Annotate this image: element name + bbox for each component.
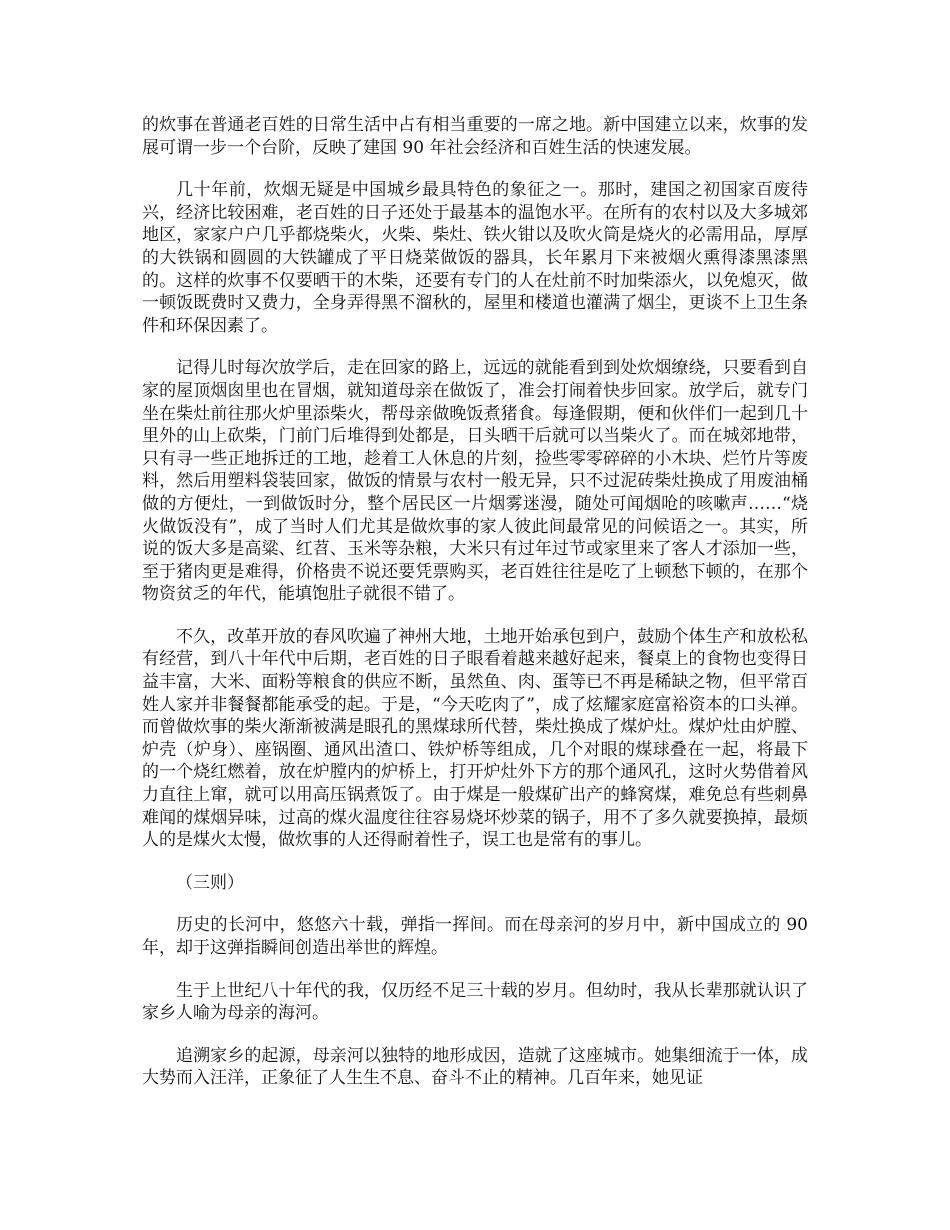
section-heading: （三则） bbox=[176, 872, 244, 893]
paragraph-childhood-memory: 记得儿时每次放学后，走在回家的路上，远远的就能看到到处炊烟缭绕，只要看到自家的屋顶烟囱里也在冒烟，就知道母亲在做饭了，准会打闹着快步回家。放学后，就专门坐在柴灶前往那火炉里添柴火，帮母亲做晚饭煮猪食。每逢假期，便和伙伴们一起到几十里外的山上砍柴，门前门后堆得到处都是，日头晒干后就可以当柴火了。而在城郊地带，只有寻一些正地拆迁的工地，趁着工人休息的片刻，捡些零零碎碎的小木块、烂竹片等废料，然后用塑料袋装回家，做饭的情景与农村一般无异，只不过泥砖柴灶换成了用废油桶做的方便灶，一到做饭时分，整个居民区一片烟雾迷漫，随处可闻烟呛的咳嗽声……“烧火做饭没有”，成了当时人们尤其是做炊事的家人彼此间最常见的问候语之一。其实，所说的饭大多是高粱、红苕、玉米等杂粮，大米只有过年过节或家里来了客人才添加一些，至于猪肉更是难得，价格贵不说还要凭票购买，老百姓往往是吃了上顿愁下顿的，在那个物资贫乏的年代，能填饱肚子就很不错了。 bbox=[142, 358, 808, 605]
paragraph-hometown-origin: 追溯家乡的起源，母亲河以独特的地形成因，造就了这座城市。她集细流于一体，成大势而入汪洋，正象征了人生生不息、奋斗不止的精神。几百年来，她见证 bbox=[142, 1045, 808, 1089]
paragraph-reform-era: 不久，改革开放的春风吹遍了神州大地，土地开始承包到户，鼓励个体生产和放松私有经营，到八十年代中后期，老百姓的日子眼看着越来越好起来，餐桌上的食物也变得日益丰富，大米、面粉等粮食的供应不断，虽然鱼、肉、蛋等已不再是稀缺之物，但平常百姓人家并非餐餐都能承受的起。于是，“今天吃肉了”，成了炫耀家庭富裕资本的口头禅。而曾做炊事的柴火渐渐被满是眼孔的黑煤球所代替，柴灶换成了煤炉灶。煤炉灶由炉膛、炉壳（炉身）、座锅圈、通风出渣口、铁炉桥等组成，几个对眼的煤球叠在一起，将最下的一个烧红燃着，放在炉膛内的炉桥上，打开炉灶外下方的那个通风孔，这时火势借着风力直往上窜，就可以用高压锅煮饭了。由于煤是一般煤矿出产的蜂窝煤，难免总有些刺鼻难闻的煤烟异味，过高的煤火温度往往容易烧坏炒菜的锅子，用不了多久就要换掉，最烦人的是煤火太慢，做炊事的人还得耐着性子，误工也是常有的事儿。 bbox=[142, 626, 808, 851]
paragraph-history-river: 历史的长河中，悠悠六十载，弹指一挥间。而在母亲河的岁月中，新中国成立的 90 年，却于这弹指瞬间创造出举世的辉煌。 bbox=[142, 915, 808, 958]
paragraph-cooking-smoke: 几十年前，炊烟无疑是中国城乡最具特色的象征之一。那时，建国之初国家百废待兴，经济比较困难，老百姓的日子还处于最基本的温饱水平。在所有的农村以及大多城郊地区，家家户户几乎都烧柴火，火柴、柴灶、铁火钳以及吹火筒是烧火的必需用品，厚厚的大铁锅和圆圆的大铁罐成了平日烧菜做饭的器具，长年累月下来被烟火熏得漆黑漆黑的。这样的炊事不仅要晒干的木柴，还要有专门的人在灶前不时加柴添火，以免熄灭，做一顿饭既费时又费力，全身弄得黑不溜秋的，屋里和楼道也灌满了烟尘，更谈不上卫生条件和环保因素了。 bbox=[142, 180, 808, 336]
document-body bbox=[142, 114, 808, 1110]
paragraph-born-eighties: 生于上世纪八十年代的我，仅历经不足三十载的岁月。但幼时，我从长辈那就认识了家乡人喻为母亲的海河。 bbox=[142, 980, 808, 1024]
paragraph-continuation: 的炊事在普通老百姓的日常生活中占有相当重要的一席之地。新中国建立以来，炊事的发展可谓一步一个台阶，反映了建国 90 年社会经济和百姓生活的快速发展。 bbox=[142, 115, 808, 158]
